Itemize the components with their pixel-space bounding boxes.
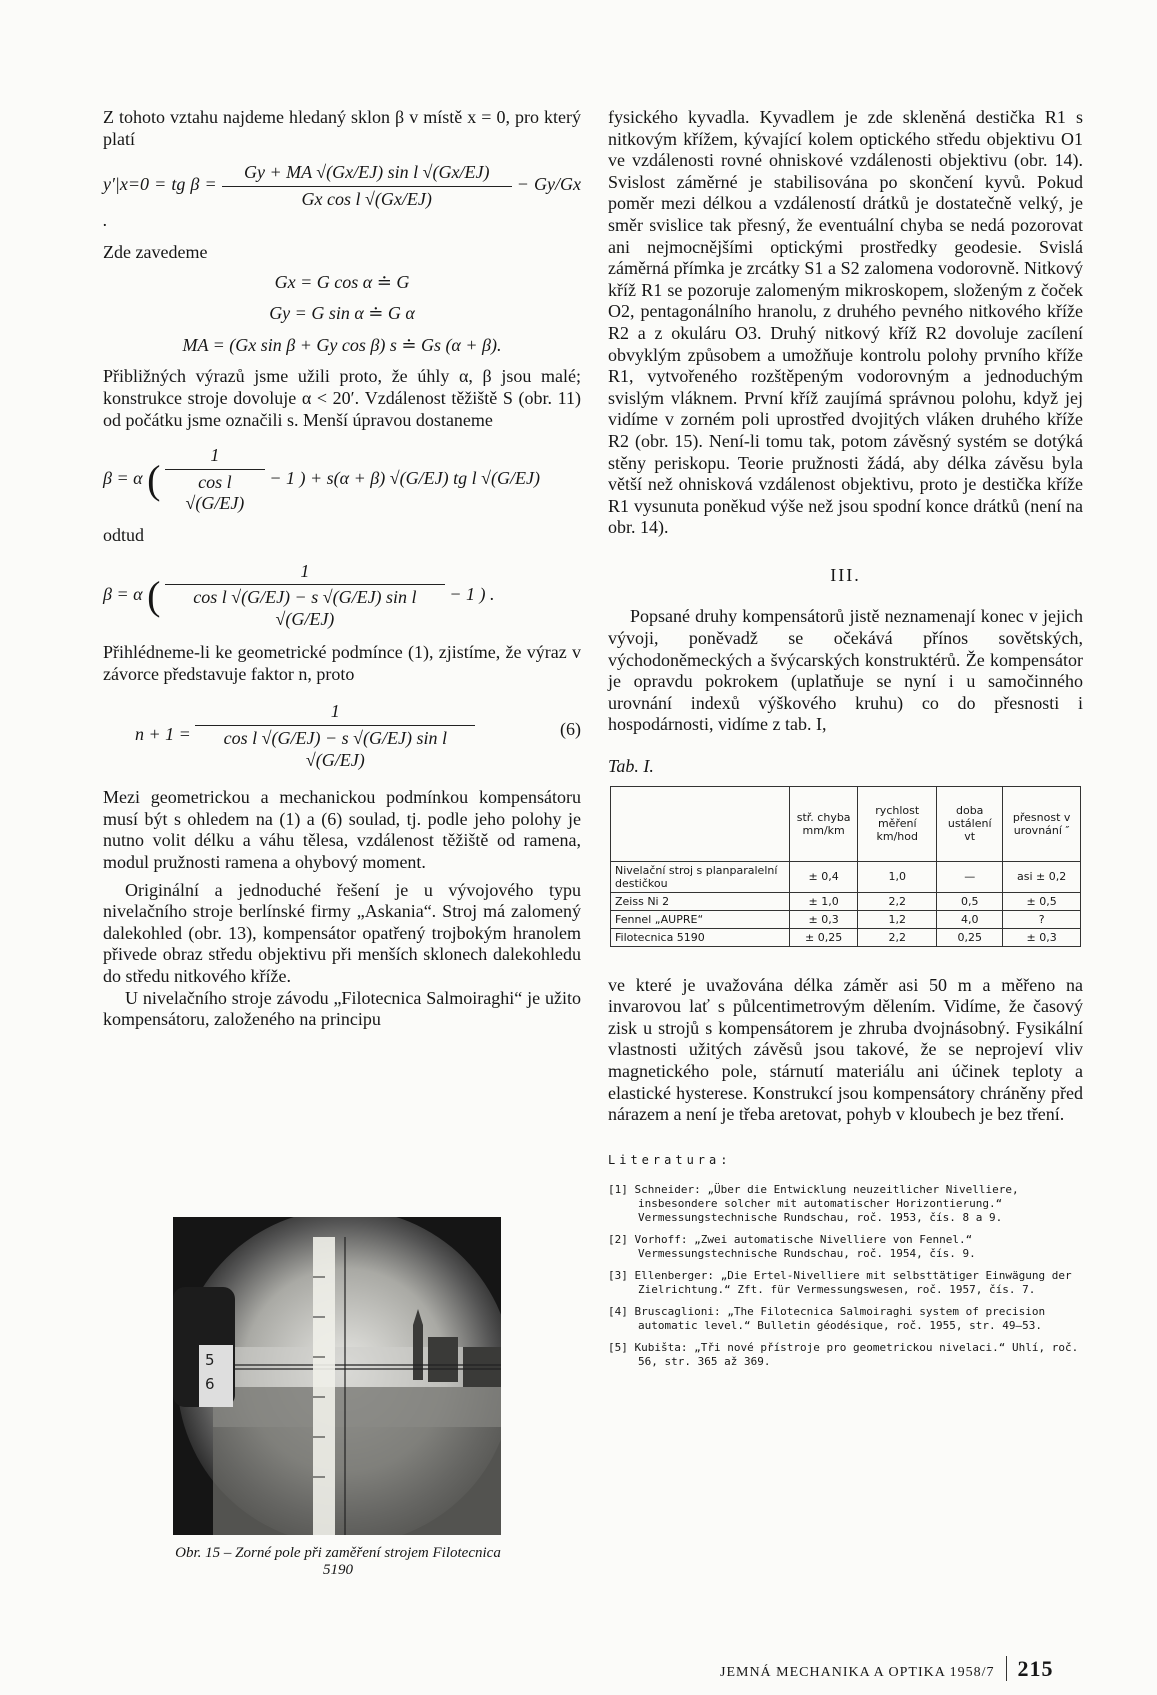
- eq2-numerator: 1: [165, 445, 265, 470]
- equation-1: [103, 162, 581, 232]
- eq2-tail: − 1 ) + s(α + β) √(G/EJ) tg l √(G/EJ): [269, 468, 540, 489]
- paragraph-originalni: Originální a jednoduché řešení je u vývojového typu nivelačního stroje berlínské firmy „Askania“. Stroj má zalomený dalekohled (obr. 13), kompensátor opatřený trojbokým hranolem přivede obraz středu objektivu při menších sklonech dalekohledu do středu nitkového kříže.: [103, 879, 581, 986]
- table-cell: Zeiss Ni 2: [611, 892, 790, 910]
- eq4-denominator: cos l √(G/EJ) − s √(G/EJ) sin l √(G/EJ): [223, 728, 447, 770]
- reference-item: [3] Ellenberger: „Die Ertel-Nivelliere mit selbsttätiger Einwägung der Zielrichtung.“ Zft. für Vermessungswesen, roč. 1957, čís. 7.: [608, 1269, 1072, 1297]
- table-row: [611, 928, 1081, 946]
- right-column: [608, 107, 1083, 1377]
- odtud-text: odtud: [103, 524, 145, 545]
- reference-item: [2] Vorhoff: „Zwei automatische Nivelliere von Fennel.“ Vermessungstechnische Rundschau, roč. 1954, čís. 9.: [608, 1233, 976, 1261]
- table-cell: Fennel „AUPRE“: [611, 910, 790, 928]
- table-cell: asi ± 0,2: [1003, 861, 1081, 892]
- eq1-fraction: [222, 162, 512, 210]
- paragraph-prihledneme: Přihlédneme-li ke geometrické podmínce (1), zjistíme, že výraz v závorce představuje faktor n, proto: [103, 642, 581, 684]
- table-cell: 1,0: [858, 861, 937, 892]
- table-row: [611, 861, 1081, 892]
- table-caption: Tab. I.: [608, 756, 654, 777]
- paragraph-kyvadlo: fysického kyvadla. Kyvadlem je zde skleněná destička R1 s nitkovým křížem, kývající kolem optického středu objektivu O1 ve vzdálenosti rovné ohniskové vzdálenosti objektivu (obr. 14). Svislost záměrné je stabilisována po skončení kyvů. Pokud poměr mezi délkou a vzdáleností drátků je dostatečně velký, je směr svislice tak přesný, že eventuální chyba se nedá pozorovat ani nejmocnějšími optickými prostředky geodesie. Svislá záměrná přímka je zrcátky S1 a S2 zalomena vodorovně. Nitkový kříž R1 se pozoruje zalomeným mikroskopem, složeným z čoček O2, pentagonálního hranolu, z druhého pevného nitkového kříže R2 a z okuláru O3. Druhý nitkový kříž R2 dovoluje zacílení obvyklým způsobem a umožňuje kontrolu polohy prvního kříže R1, vytvořeného rozštěpeným vodorovným a jednoduchým svislým vláknem. První kříž zaujímá správnou polohu, když jej vidíme v zorném poli uprostřed dvojitých vláken druhého kříže R2 (obr. 15). Není-li tomu tak, potom závěsný systém se dotýká stěny periskopu. Teorie pružnosti žádá, aby délka závěsu byla větší než ohnisková vzdálenost objektivu, proto je destička kříže R1 vysunuta poněkud výše než jsou spodní konce drátků (není na obr. 14).: [608, 107, 1083, 538]
- eq3-lhs: β = α: [103, 583, 143, 604]
- eq1-tail: − Gy/Gx .: [103, 174, 582, 231]
- table-cell: 2,2: [858, 928, 937, 946]
- table-row: [611, 892, 1081, 910]
- table-cell: 4,0: [937, 910, 1003, 928]
- eq1-numerator: Gy + MA √(Gx/EJ) sin l √(Gx/EJ): [222, 162, 512, 187]
- table-cell: ?: [1003, 910, 1081, 928]
- zde-text: Zde zavedeme: [103, 241, 208, 262]
- table-header: doba ustálení vt: [937, 786, 1003, 861]
- paragraph-priblizne: Přibližných výrazů jsme užili proto, že úhly α, β jsou malé; konstrukce stroje dovoluje α < 20′. Vzdálenost těžiště S (obr. 11) od počátku jsme označili s. Menší úpravou dostaneme: [103, 366, 581, 430]
- comparison-table: [610, 786, 1081, 947]
- reference-item: [4] Bruscaglioni: „The Filotecnica Salmoiraghi system of precision automatic level.“ Bulletin géodésique, roč. 1955, str. 49—53.: [608, 1305, 1046, 1333]
- paragraph-popsane: Popsané druhy kompensátorů jistě neznamenají konec v jejich vývoji, poněvadž se očekává přínos sovětských, východoněmeckých a švýcarských konstruktérů. Že kompensátor je opravdu pokrokem (uplatňuje se nyní i u samočinného urovnání indexů výškového kruhu) co do přesnosti i hospodárnosti, vidíme z tab. I,: [608, 606, 1083, 735]
- field-of-view-photo: [173, 1217, 501, 1535]
- scale-label-5: 5: [205, 1351, 215, 1369]
- equation-2: β = α ( $\frac{1}{\text{cos l √(G/EJ)}}$ − 1 ) + s(α + β) √(G/EJ) tg l √(G/EJ): [103, 445, 540, 514]
- eq3-numerator: 1: [165, 561, 445, 586]
- eq2-fraction: [165, 445, 265, 515]
- reference-item: [1] Schneider: „Über die Entwicklung neuzeitlicher Nivelliere, insbesondere solcher mit automatischer Horizontierung.“ Vermessungstechnische Rundschau, roč. 1953, čís. 8 a 9.: [608, 1183, 1019, 1225]
- paragraph-mezi: Mezi geometrickou a mechanickou podmínkou kompensátoru musí být s ohledem na (1) a (6) soulad, tj. podle jeho polohy je nutno volit délku a váhu tělesa, vzdálenost těžiště od ramena, modul pružnosti ramena a ohybový moment.: [103, 787, 581, 873]
- table-cell: 0,25: [937, 928, 1003, 946]
- table-cell: Filotecnica 5190: [611, 928, 790, 946]
- table-cell: ± 0,5: [1003, 892, 1081, 910]
- journal-name: JEMNÁ MECHANIKA A OPTIKA 1958/7: [720, 1665, 995, 1680]
- section-heading: III.: [830, 564, 861, 585]
- equation-number: (6): [560, 719, 581, 740]
- table-cell: 2,2: [858, 892, 937, 910]
- eq4-numerator: 1: [195, 701, 475, 726]
- definition-2: Gy = G sin α ≐ G α: [269, 303, 415, 324]
- table-header: přesnost v urovnání ″: [1003, 786, 1081, 861]
- table-cell: Nivelační stroj s planparalelní destičkou: [611, 861, 790, 892]
- table-cell: ± 1,0: [790, 892, 858, 910]
- paragraph-zaver: ve které je uvažována délka záměr asi 50 m a měřeno na invarovou lať s půlcentimetrovým dělením. Vidíme, že časový zisk u strojů s kompensátorem je zhruba dvojnásobný. Fysikální vlastnosti užitých závěsů jsou takové, že se neprojeví vliv magnetického pole, stárnutí materiálu ani účinek teploty a elastické hysterese. Konstrukcí jsou kompensátory chráněny před nárazem a není je třeba aretovat, pohyb v kloubech je bez tření.: [608, 974, 1083, 1125]
- table-cell: ± 0,3: [790, 910, 858, 928]
- figure-caption: Obr. 15 – Zorné pole při zaměření strojem Filotecnica 5190: [175, 1545, 501, 1578]
- table-cell: —: [937, 861, 1003, 892]
- left-column: [103, 107, 581, 1031]
- eq2-denominator: cos l √(G/EJ): [185, 471, 245, 514]
- references-heading: Literatura:: [608, 1152, 732, 1167]
- equation-3: β = α ( $\frac{1}{\text{cos l √(G/EJ) − s √(G/EJ) sin l √(G/EJ)}}$ − 1 ) .: [103, 560, 495, 629]
- definition-3: MA = (Gx sin β + Gy cos β) s ≐ Gs (α + β).: [182, 334, 502, 355]
- definition-1: Gx = G cos α ≐ G: [274, 271, 410, 292]
- scale-label-6: 6: [205, 1375, 215, 1393]
- eq3-denominator: cos l √(G/EJ) − s √(G/EJ) sin l √(G/EJ): [193, 587, 417, 629]
- table-header: stř. chyba mm/km: [790, 786, 858, 861]
- table-cell: 0,5: [937, 892, 1003, 910]
- eq3-tail: − 1 ) .: [449, 583, 495, 604]
- page-footer: [720, 1656, 1090, 1682]
- table-cell: ± 0,4: [790, 861, 858, 892]
- eq1-denominator: Gx cos l √(Gx/EJ): [301, 188, 432, 209]
- field-of-view-illustration: [173, 1217, 501, 1535]
- table-cell: ± 0,3: [1003, 928, 1081, 946]
- table-cell: 1,2: [858, 910, 937, 928]
- intro-paragraph: Z tohoto vztahu najdeme hledaný sklon β v místě x = 0, pro který platí: [103, 107, 581, 149]
- eq3-fraction: [165, 561, 445, 631]
- eq1-lhs: y′|x=0 = tg β =: [103, 174, 217, 195]
- table-header: [611, 786, 790, 861]
- table-row: [611, 910, 1081, 928]
- reference-item: [5] Kubišta: „Tři nové přístroje pro geometrickou nivelaci.“ Uhlí, roč. 56, str. 365 až 369.: [608, 1341, 1079, 1369]
- eq4-lhs: n + 1 =: [135, 724, 191, 745]
- eq2-lhs: β = α: [103, 468, 143, 489]
- table-header-row: [611, 786, 1081, 861]
- equation-6: [103, 701, 581, 771]
- eq4-fraction: [195, 701, 475, 771]
- table-cell: ± 0,25: [790, 928, 858, 946]
- table-header: rychlost měření km/hod: [858, 786, 937, 861]
- paragraph-filotecnica: U nivelačního stroje závodu „Filotecnica Salmoiraghi“ je užito kompensátoru, založeného na principu: [103, 987, 581, 1030]
- page-number: 215: [1006, 1656, 1053, 1681]
